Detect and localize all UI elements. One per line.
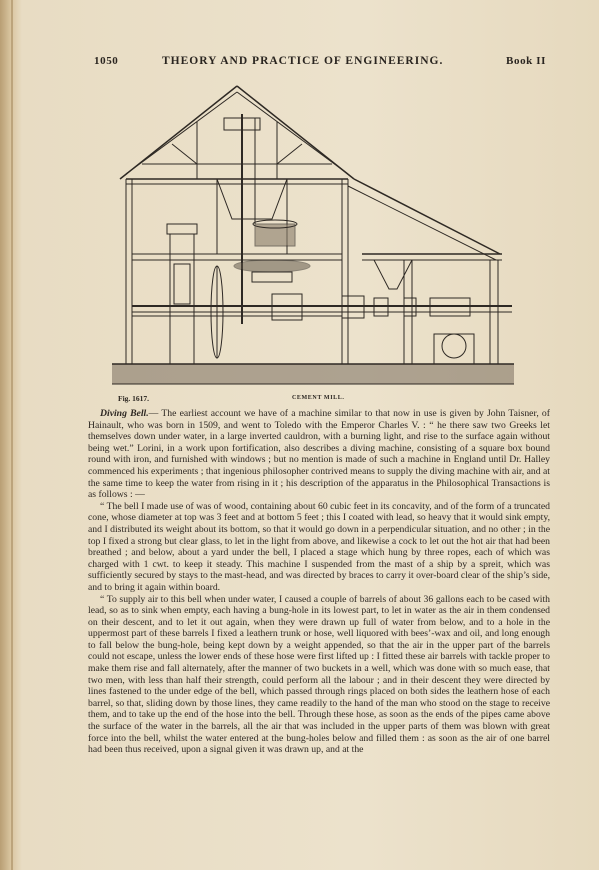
article-body	[88, 408, 550, 756]
paragraph: “ The bell I made use of was of wood, containing about 60 cubic feet in its concavity, and of the form of a truncated cone, whose diameter at top was 3 feet and at bottom 5 feet ; this I coated with lead, so heavy that it would sink empty, and I distributed its weight about its bottom, so that it would go down in a perpendicular situation, and no other ; in the top I fixed a strong but clear glass, to let in the light from above, and likewise a cock to let out the hot air that had been breathed ; and below, about a yard under the bell, I placed a stage which hung by three ropes, each of which was charged with 1 cwt. to keep it steady. This machine I suspended from the mast of a ship by a spreit, which was sufficiently secured by stays to the mast-head, and was directed by braces to carry it over-board clear of the ship’s side, and to bring it again within board.	[88, 500, 550, 593]
paragraph	[88, 408, 550, 501]
page-number: 1050	[94, 55, 119, 67]
section-title: Diving Bell.	[100, 408, 149, 419]
running-title: THEORY AND PRACTICE OF ENGINEERING.	[162, 55, 444, 67]
running-header	[94, 55, 546, 73]
figure-number: Fig. 1617.	[118, 394, 150, 403]
cement-mill-engraving	[112, 84, 514, 390]
book-number: Book II	[506, 55, 546, 67]
paragraph-text: — The earliest account we have of a machine similar to that now in use is given by John Taisner, of Hainault, who was born in 1509, and went to Toledo with the Emperor Charles V. : “ he there saw two Greeks let themselves down under water, in a large inverted cauldron, with a burning light, and rise to the surface again without being wet.” Lorini, in a work upon fortification, also describes a diving machine, consisting of a square box bound round with iron, and furnished with windows ; but no mention is made of such a machine in England until Dr. Halley commenced his experiments ; that ingenious philosopher contrived means to supply the diving machine with air, and at the same time to keep the water from rising in it ; his description of the apparatus in the Philosophical Transactions is as follows : —	[88, 408, 550, 501]
paragraph: “ To supply air to this bell when under water, I caused a couple of barrels of about 36 gallons each to be cased with lead, so as to sink when empty, each having a bung-hole in its lowest part, to let in water as the air in them condensed on their descent, and to let it out again, when they were drawn up full of water from below, and to a hole in the uppermost part of these barrels I fixed a leathern trunk or hose, well liquored with bees’-wax and oil, and long enough to fall below the bung-hole, being kept down by a weight appended, so that the air in the upper part of the barrels could not escape, unless the lower ends of these hose were first lifted up : I fitted these air barrels with tackle proper to make them rise and fall alternately, after the manner of two buckets in a well, which was done with so much ease, that two men, with less than half their strength, could perform all the labour ; and in their descent they were directed by lines fastened to the under edge of the bell, which passed through rings placed on both sides the leathern hose of each barrel, so that, sliding down by those lines, they came readily to the hand of the man who stood on the stage to receive them, and to take up the end of the hose into the bell. Through these hose, as soon as the ends of the pipes came above the surface of the water in the barrels, all the air that was included in the upper parts of them was blown with great force into the bell, whilst the water entered at the bung-holes below and filled them : as soon as the air of one barrel had been thus received, upon a signal given it was drawn up, and at the	[88, 593, 550, 756]
figure-caption: CEMENT MILL.	[292, 395, 345, 401]
page-gutter	[11, 0, 13, 870]
